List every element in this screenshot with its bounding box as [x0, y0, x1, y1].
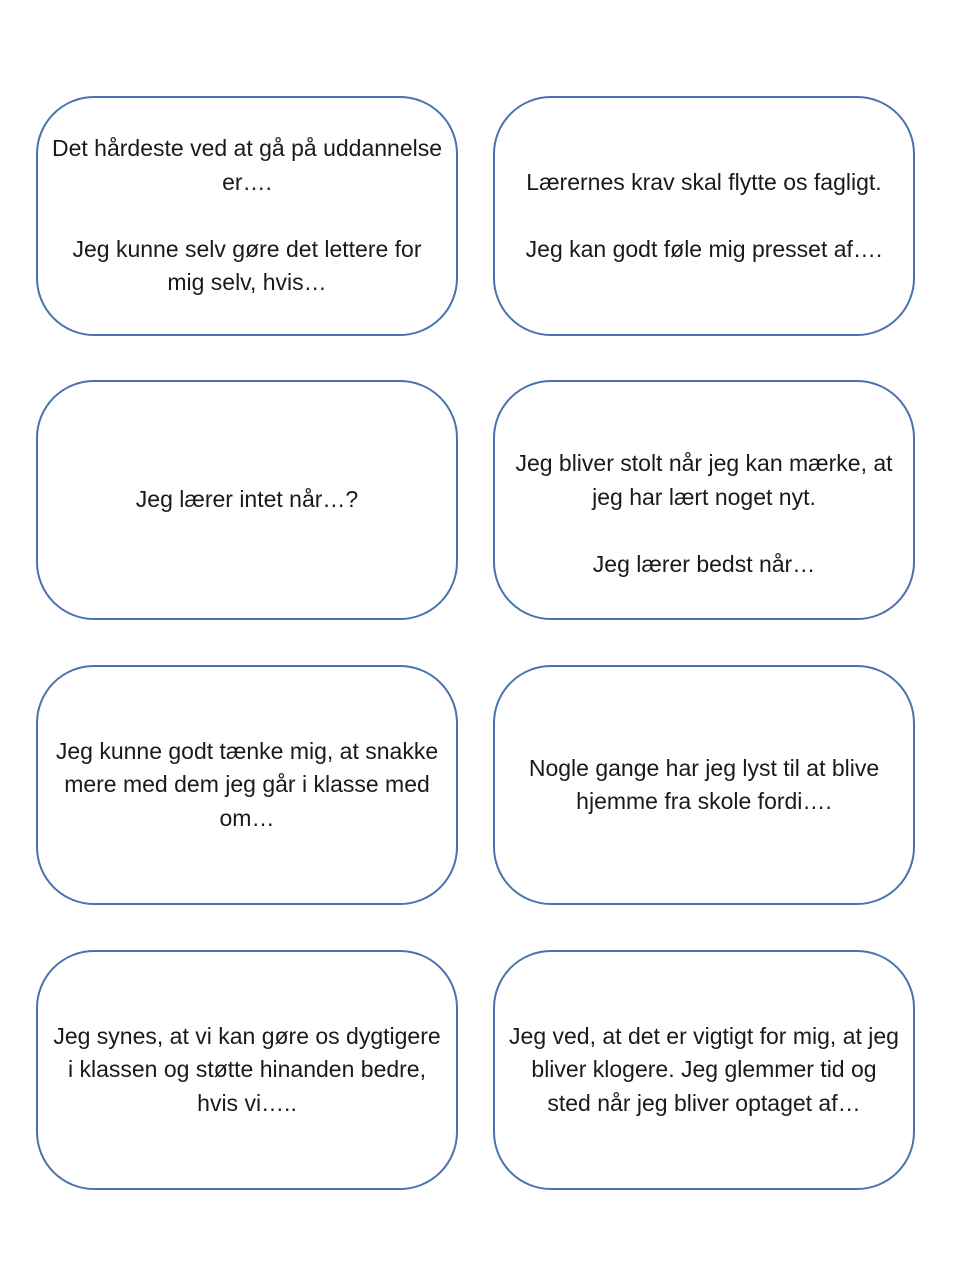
prompt-card-text	[509, 447, 899, 581]
prompt-card-text	[52, 132, 442, 300]
prompt-question: Jeg bliver stolt når jeg kan mærke, at jeg har lært noget nyt.	[515, 450, 893, 510]
prompt-card-2	[493, 96, 915, 336]
prompt-card-text	[52, 1020, 442, 1121]
prompt-card-8	[493, 950, 915, 1190]
prompt-question: Lærernes krav skal flytte os fagligt.	[526, 168, 882, 195]
prompt-question: Jeg synes, at vi kan gøre os dygtigere i klassen og støtte hinanden bedre, hvis vi…..	[53, 1022, 441, 1116]
prompt-question: Jeg lærer intet når…?	[135, 486, 359, 513]
prompt-card-text	[526, 166, 883, 267]
prompt-question: Jeg ved, at det er vigtigt for mig, at jeg bliver klogere. Jeg glemmer tid og sted når jeg bliver optaget af…	[509, 1022, 899, 1116]
prompt-question: Jeg kunne godt tænke mig, at snakke mere med dem jeg går i klasse med om…	[55, 737, 439, 831]
prompt-question: Jeg lærer bedst når…	[592, 550, 816, 577]
prompt-card-text	[509, 752, 899, 819]
prompt-card-text	[52, 735, 442, 836]
prompt-question: Jeg kan godt føle mig presset af….	[525, 235, 883, 262]
prompt-card-3	[36, 380, 458, 620]
prompt-card-text	[509, 1020, 899, 1121]
prompt-question: Nogle gange har jeg lyst til at blive hjemme fra skole fordi….	[528, 754, 880, 814]
prompt-question: Det hårdeste ved at gå på uddannelse er….	[52, 135, 443, 195]
prompt-card-1	[36, 96, 458, 336]
prompt-card-5	[36, 665, 458, 905]
prompt-card-4	[493, 380, 915, 620]
prompt-question: Jeg kunne selv gøre det lettere for mig selv, hvis…	[72, 235, 422, 296]
prompt-card-6	[493, 665, 915, 905]
prompt-card-7	[36, 950, 458, 1190]
prompt-card-text	[136, 483, 358, 517]
